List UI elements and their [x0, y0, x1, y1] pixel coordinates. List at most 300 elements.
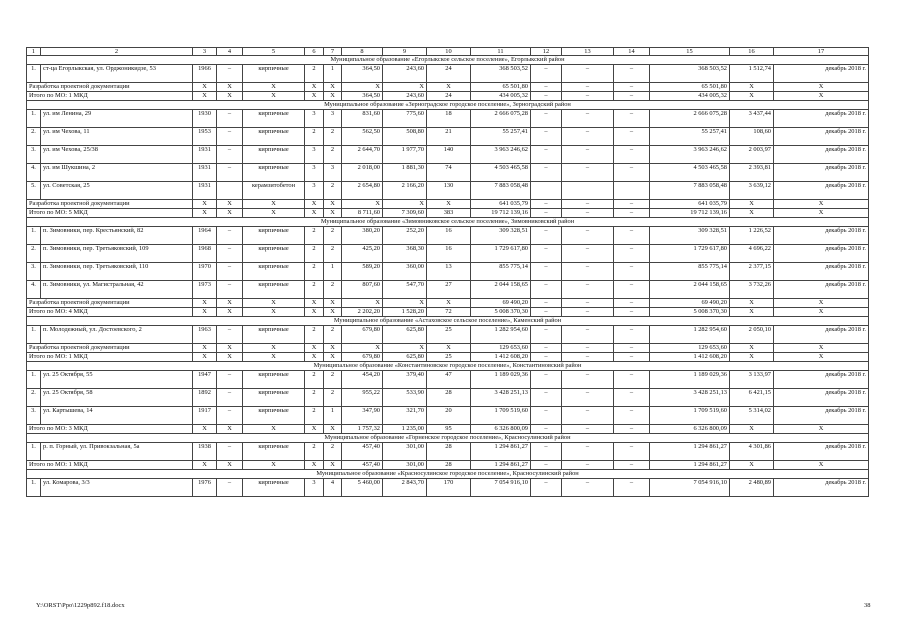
table-cell: 3 963 246,62: [650, 146, 730, 164]
table-cell: X: [342, 83, 383, 92]
table-cell: декабрь 2018 г.: [774, 110, 869, 128]
table-cell: 28: [427, 389, 471, 407]
table-cell: –: [614, 461, 650, 470]
table-cell: 301,00: [383, 461, 427, 470]
table-cell: 2.: [27, 128, 41, 146]
table-cell: X: [243, 353, 305, 362]
summary-row: [27, 425, 869, 434]
summary-row: [27, 461, 869, 470]
table-cell: –: [531, 164, 562, 182]
table-cell: X: [730, 92, 774, 101]
table-cell: X: [324, 353, 342, 362]
table-cell: 434 005,32: [650, 92, 730, 101]
table-cell: –: [531, 83, 562, 92]
column-number: 2: [41, 48, 193, 56]
table-cell: 347,90: [342, 407, 383, 425]
table-cell: ул. Комарова, 3/3: [41, 479, 193, 497]
table-cell: 2: [324, 443, 342, 461]
table-cell: 1 528,20: [383, 308, 427, 317]
table-cell: 1 729 617,80: [471, 245, 531, 263]
table-cell: X: [383, 299, 427, 308]
building-row: [27, 227, 869, 245]
table-cell: –: [217, 371, 243, 389]
table-cell: 855 775,14: [471, 263, 531, 281]
table-cell: X: [217, 425, 243, 434]
table-cell: 6 421,15: [730, 389, 774, 407]
table-cell: 3.: [27, 263, 41, 281]
table-cell: 7 883 058,48: [471, 182, 531, 200]
table-cell: [562, 182, 614, 200]
table-cell: X: [193, 344, 217, 353]
table-cell: X: [193, 83, 217, 92]
table-cell: X: [243, 308, 305, 317]
municipality-title: Муниципальное образование «Зерноградское городское поселение», Зерноградский район: [27, 101, 869, 110]
table-cell: X: [243, 461, 305, 470]
table-cell: 2.: [27, 245, 41, 263]
summary-row: [27, 353, 869, 362]
column-number: 1: [27, 48, 41, 56]
table-cell: –: [562, 164, 614, 182]
table-cell: 457,40: [342, 443, 383, 461]
table-cell: 1 709 519,60: [650, 407, 730, 425]
footer-file-path: Y:\ORST\Ppo\1229p892.f18.docx: [36, 602, 125, 609]
table-cell: X: [324, 308, 342, 317]
table-cell: 2: [324, 227, 342, 245]
summary-label: Итого по МО: 3 МКД: [27, 425, 193, 434]
table-cell: –: [562, 407, 614, 425]
table-cell: 2 003,97: [730, 146, 774, 164]
table-cell: X: [305, 92, 324, 101]
column-number: 3: [193, 48, 217, 56]
table-cell: X: [305, 209, 324, 218]
table-cell: 2 393,81: [730, 164, 774, 182]
table-cell: X: [730, 344, 774, 353]
table-cell: 243,60: [383, 65, 427, 83]
table-cell: 28: [427, 461, 471, 470]
table-cell: X: [730, 200, 774, 209]
table-cell: кирпичные: [243, 389, 305, 407]
table-cell: 955,22: [342, 389, 383, 407]
table-cell: 1 709 519,60: [471, 407, 531, 425]
table-cell: –: [614, 389, 650, 407]
table-cell: 2: [324, 389, 342, 407]
table-cell: –: [562, 263, 614, 281]
table-cell: –: [614, 146, 650, 164]
table-cell: п. Зимовники, пер. Третьяковский, 109: [41, 245, 193, 263]
table-cell: X: [730, 83, 774, 92]
table-cell: X: [193, 92, 217, 101]
table-cell: –: [531, 353, 562, 362]
table-cell: 454,20: [342, 371, 383, 389]
table-cell: декабрь 2018 г.: [774, 227, 869, 245]
building-row: [27, 389, 869, 407]
table-cell: декабрь 2018 г.: [774, 407, 869, 425]
building-row: [27, 479, 869, 497]
table-cell: декабрь 2018 г.: [774, 245, 869, 263]
table-cell: 19 712 139,16: [650, 209, 730, 218]
table-cell: 3.: [27, 407, 41, 425]
table-cell: 65 501,80: [650, 83, 730, 92]
table-cell: 2: [305, 263, 324, 281]
table-cell: 508,80: [383, 128, 427, 146]
table-cell: 2 044 158,65: [471, 281, 531, 299]
table-cell: декабрь 2018 г.: [774, 164, 869, 182]
building-row: [27, 371, 869, 389]
table-cell: –: [531, 371, 562, 389]
table-cell: 4 503 465,58: [650, 164, 730, 182]
table-cell: 1968: [193, 245, 217, 263]
table-cell: X: [305, 461, 324, 470]
table-cell: кирпичные: [243, 479, 305, 497]
table-cell: –: [614, 353, 650, 362]
table-cell: –: [562, 128, 614, 146]
table-cell: кирпичные: [243, 371, 305, 389]
table-cell: 3: [305, 182, 324, 200]
table-cell: X: [243, 425, 305, 434]
table-cell: 589,20: [342, 263, 383, 281]
table-cell: –: [562, 425, 614, 434]
summary-label: Итого по МО: 1 МКД: [27, 92, 193, 101]
table-cell: р. п. Горный, ул. Привокзальная, 5а: [41, 443, 193, 461]
table-cell: 1 412 608,20: [471, 353, 531, 362]
table-cell: 309 328,51: [471, 227, 531, 245]
table-cell: 2 654,80: [342, 182, 383, 200]
table-cell: 3: [324, 110, 342, 128]
table-cell: –: [217, 281, 243, 299]
table-cell: 13: [427, 263, 471, 281]
summary-row: [27, 209, 869, 218]
table-cell: X: [243, 83, 305, 92]
table-cell: 2: [305, 245, 324, 263]
table-cell: ул. им Чехова, 11: [41, 128, 193, 146]
table-cell: X: [342, 200, 383, 209]
table-cell: 1: [324, 263, 342, 281]
table-cell: ул. Советская, 25: [41, 182, 193, 200]
table-cell: 1 189 029,36: [471, 371, 531, 389]
table-cell: кирпичные: [243, 281, 305, 299]
table-cell: кирпичные: [243, 407, 305, 425]
table-cell: 28: [427, 443, 471, 461]
table-cell: X: [730, 353, 774, 362]
table-cell: 1973: [193, 281, 217, 299]
table-cell: 252,20: [383, 227, 427, 245]
building-row: [27, 443, 869, 461]
table-cell: 533,90: [383, 389, 427, 407]
table-cell: –: [531, 146, 562, 164]
table-cell: 3 963 246,62: [471, 146, 531, 164]
table-cell: –: [531, 299, 562, 308]
table-cell: 4.: [27, 164, 41, 182]
table-cell: 1 294 861,27: [650, 443, 730, 461]
building-row: [27, 182, 869, 200]
table-cell: 1964: [193, 227, 217, 245]
column-number: 14: [614, 48, 650, 56]
table-cell: X: [305, 308, 324, 317]
municipality-title: Муниципальное образование «Егорлыкское сельское поселение», Егорлыкский район: [27, 56, 869, 65]
table-cell: X: [427, 344, 471, 353]
table-cell: 2: [305, 281, 324, 299]
table-cell: 380,20: [342, 227, 383, 245]
table-cell: X: [217, 344, 243, 353]
table-cell: 3 732,26: [730, 281, 774, 299]
table-cell: 2.: [27, 389, 41, 407]
building-row: [27, 326, 869, 344]
table-cell: ул. им Ленина, 29: [41, 110, 193, 128]
table-cell: –: [531, 245, 562, 263]
table-cell: 1 282 954,60: [650, 326, 730, 344]
table-cell: –: [531, 461, 562, 470]
table-cell: –: [614, 443, 650, 461]
table-cell: X: [774, 344, 869, 353]
table-cell: –: [562, 209, 614, 218]
municipality-title: Муниципальное образование «Красносулинское городское поселение», Красносулинский район: [27, 470, 869, 479]
table-cell: 1938: [193, 443, 217, 461]
table-cell: –: [531, 443, 562, 461]
column-number: 11: [471, 48, 531, 56]
table-cell: X: [342, 299, 383, 308]
table-cell: 2: [324, 182, 342, 200]
table-cell: X: [324, 299, 342, 308]
table-cell: 2 843,70: [383, 479, 427, 497]
table-cell: 5 460,00: [342, 479, 383, 497]
table-cell: –: [614, 65, 650, 83]
table-cell: 368,30: [383, 245, 427, 263]
table-cell: 321,70: [383, 407, 427, 425]
table-cell: 3 639,12: [730, 182, 774, 200]
table-cell: X: [427, 299, 471, 308]
table-cell: –: [614, 263, 650, 281]
table-cell: –: [217, 245, 243, 263]
column-number: 10: [427, 48, 471, 56]
building-row: [27, 146, 869, 164]
table-cell: п. Молодежный, ул. Достоевского, 2: [41, 326, 193, 344]
table-cell: X: [193, 461, 217, 470]
municipality-header-row: [27, 362, 869, 371]
table-cell: 108,60: [730, 128, 774, 146]
table-cell: 4 696,22: [730, 245, 774, 263]
table-cell: X: [193, 209, 217, 218]
summary-row: [27, 83, 869, 92]
table-cell: 129 653,60: [650, 344, 730, 353]
table-cell: 2: [305, 128, 324, 146]
table-cell: 1.: [27, 371, 41, 389]
table-cell: кирпичные: [243, 146, 305, 164]
table-cell: декабрь 2018 г.: [774, 281, 869, 299]
building-row: [27, 245, 869, 263]
table-cell: X: [774, 425, 869, 434]
table-cell: 1930: [193, 110, 217, 128]
column-number: 4: [217, 48, 243, 56]
table-cell: 2 666 075,28: [471, 110, 531, 128]
table-cell: 1917: [193, 407, 217, 425]
table-cell: 379,40: [383, 371, 427, 389]
table-cell: X: [774, 209, 869, 218]
table-cell: 6 326 800,09: [650, 425, 730, 434]
table-cell: 807,60: [342, 281, 383, 299]
table-cell: п. Зимовники, пер. Третьяковский, 110: [41, 263, 193, 281]
table-cell: 3 437,44: [730, 110, 774, 128]
page-number: 38: [864, 602, 871, 609]
table-cell: 2 166,20: [383, 182, 427, 200]
table-cell: –: [614, 308, 650, 317]
table-cell: –: [531, 425, 562, 434]
table-cell: декабрь 2018 г.: [774, 263, 869, 281]
table-cell: 5 008 370,30: [650, 308, 730, 317]
column-number: 17: [774, 48, 869, 56]
summary-label: Разработка проектной документации: [27, 299, 193, 308]
table-cell: X: [383, 83, 427, 92]
table-cell: [614, 182, 650, 200]
table-cell: 1.: [27, 65, 41, 83]
table-cell: 1.: [27, 443, 41, 461]
column-number: 6: [305, 48, 324, 56]
table-cell: 2 050,10: [730, 326, 774, 344]
table-cell: –: [614, 299, 650, 308]
table-cell: X: [217, 209, 243, 218]
table-cell: 1 412 608,20: [650, 353, 730, 362]
table-cell: –: [217, 479, 243, 497]
table-cell: –: [531, 200, 562, 209]
table-cell: –: [614, 164, 650, 182]
table-cell: X: [193, 299, 217, 308]
table-cell: декабрь 2018 г.: [774, 128, 869, 146]
table-cell: –: [614, 92, 650, 101]
table-cell: 18: [427, 110, 471, 128]
column-number: 16: [730, 48, 774, 56]
table-cell: декабрь 2018 г.: [774, 326, 869, 344]
table-cell: 2: [324, 371, 342, 389]
table-cell: –: [562, 326, 614, 344]
table-cell: –: [562, 281, 614, 299]
table-cell: 641 035,79: [471, 200, 531, 209]
table-cell: –: [531, 308, 562, 317]
table-cell: 25: [427, 353, 471, 362]
table-cell: 5 008 370,30: [471, 308, 531, 317]
table-cell: кирпичные: [243, 227, 305, 245]
table-cell: 2: [324, 146, 342, 164]
municipality-header-row: [27, 317, 869, 326]
table-cell: 625,80: [383, 353, 427, 362]
column-number: 9: [383, 48, 427, 56]
table-cell: 95: [427, 425, 471, 434]
table-cell: ул. Картышева, 14: [41, 407, 193, 425]
table-cell: X: [193, 200, 217, 209]
table-cell: –: [217, 128, 243, 146]
municipality-title: Муниципальное образование «Астаховское сельское поселение», Каменский район: [27, 317, 869, 326]
table-cell: –: [562, 308, 614, 317]
table-cell: 562,50: [342, 128, 383, 146]
table-cell: 2: [324, 281, 342, 299]
summary-row: [27, 92, 869, 101]
table-cell: 5 314,02: [730, 407, 774, 425]
table-cell: –: [217, 326, 243, 344]
table-cell: –: [614, 245, 650, 263]
table-cell: 72: [427, 308, 471, 317]
column-number: 15: [650, 48, 730, 56]
table-cell: –: [217, 407, 243, 425]
table-cell: X: [217, 83, 243, 92]
table-cell: декабрь 2018 г.: [774, 65, 869, 83]
table-cell: X: [730, 425, 774, 434]
table-cell: 1: [324, 407, 342, 425]
column-number: 5: [243, 48, 305, 56]
table-cell: 2 377,15: [730, 263, 774, 281]
summary-label: Разработка проектной документации: [27, 200, 193, 209]
table-cell: X: [427, 83, 471, 92]
table-cell: –: [562, 299, 614, 308]
table-cell: 3: [305, 146, 324, 164]
table-cell: 775,60: [383, 110, 427, 128]
table-cell: 69 490,20: [650, 299, 730, 308]
table-cell: 457,40: [342, 461, 383, 470]
table-cell: кирпичные: [243, 65, 305, 83]
table-cell: 1 294 861,27: [650, 461, 730, 470]
table-cell: 364,50: [342, 65, 383, 83]
table-cell: X: [193, 308, 217, 317]
table-cell: 2: [305, 65, 324, 83]
table-cell: кирпичные: [243, 110, 305, 128]
table-cell: 243,60: [383, 92, 427, 101]
table-cell: 3 428 251,13: [471, 389, 531, 407]
table-cell: –: [531, 128, 562, 146]
table-cell: 4 301,86: [730, 443, 774, 461]
table-cell: 129 653,60: [471, 344, 531, 353]
table-cell: п. Зимовники, ул. Магистральная, 42: [41, 281, 193, 299]
summary-row: [27, 200, 869, 209]
table-cell: –: [531, 326, 562, 344]
table-cell: декабрь 2018 г.: [774, 389, 869, 407]
table-cell: X: [774, 308, 869, 317]
summary-label: Разработка проектной документации: [27, 344, 193, 353]
table-cell: 3: [324, 164, 342, 182]
table-cell: 2 644,70: [342, 146, 383, 164]
table-cell: 3: [305, 479, 324, 497]
summary-row: [27, 344, 869, 353]
table-cell: –: [562, 83, 614, 92]
table-cell: –: [217, 443, 243, 461]
table-cell: –: [531, 92, 562, 101]
table-cell: X: [243, 344, 305, 353]
table-cell: 1.: [27, 479, 41, 497]
table-cell: 368 503,52: [650, 65, 730, 83]
table-cell: 1 282 954,60: [471, 326, 531, 344]
table-cell: 2: [305, 227, 324, 245]
table-cell: X: [243, 92, 305, 101]
table-cell: –: [562, 443, 614, 461]
municipality-title: Муниципальное образование «Константиновское городское поселение», Константиновский район: [27, 362, 869, 371]
table-cell: X: [193, 425, 217, 434]
table-cell: X: [383, 200, 427, 209]
capital-repair-table: [26, 47, 868, 497]
table-cell: –: [614, 110, 650, 128]
building-row: [27, 164, 869, 182]
table-cell: X: [730, 209, 774, 218]
table-cell: 1931: [193, 146, 217, 164]
table-cell: X: [217, 299, 243, 308]
table-cell: X: [774, 200, 869, 209]
table-cell: декабрь 2018 г.: [774, 146, 869, 164]
summary-label: Итого по МО: 4 МКД: [27, 308, 193, 317]
table-cell: 2: [324, 245, 342, 263]
table-cell: 55 257,41: [471, 128, 531, 146]
table-cell: 1.: [27, 227, 41, 245]
table-cell: 1963: [193, 326, 217, 344]
table-cell: –: [614, 209, 650, 218]
building-row: [27, 263, 869, 281]
table-cell: –: [531, 479, 562, 497]
municipality-title: Муниципальное образование «Зимовниковское сельское поселение», Зимовниковский район: [27, 218, 869, 227]
table-cell: 1 757,32: [342, 425, 383, 434]
